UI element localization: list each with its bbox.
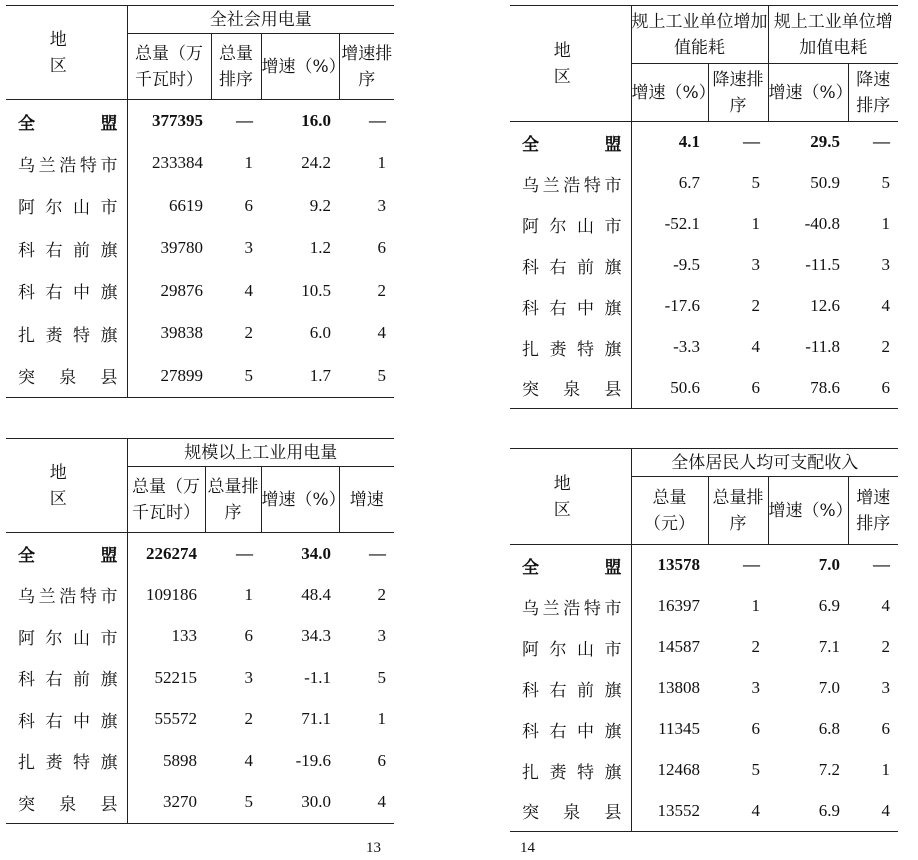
growth-rank-cell: 2 xyxy=(377,584,386,604)
growth-rank-cell: — xyxy=(369,111,386,130)
growth-rank-cell: 3 xyxy=(377,195,386,215)
value-cell: 39780 xyxy=(127,227,211,270)
rank-cell: 1 xyxy=(751,214,760,233)
value-cell: 377395 xyxy=(127,100,211,143)
growth-rank-cell: 3 xyxy=(881,678,890,697)
col-header-total: 总量（万千瓦时） xyxy=(127,34,211,100)
group-title-energy: 规上工业单位增加值能耗 xyxy=(631,6,768,64)
growth-rank-cell: 1 xyxy=(881,760,890,779)
growth-cell: 12.6 xyxy=(810,296,840,315)
table-row xyxy=(510,327,898,368)
table-row xyxy=(6,227,394,270)
table-row xyxy=(6,312,394,355)
table-row xyxy=(6,185,394,228)
region-cell: 乌兰浩特市 xyxy=(522,598,625,619)
region-header: 地 区 xyxy=(510,6,631,122)
growth-rank-cell: 3 xyxy=(377,626,386,646)
value-cell: 13578 xyxy=(631,545,708,586)
table-row xyxy=(6,100,394,143)
table-row xyxy=(510,163,898,204)
growth-rank-cell: 2 xyxy=(881,637,890,656)
rank-cell: 5 xyxy=(751,760,760,779)
growth-rank-cell: 6 xyxy=(377,750,386,770)
region-cell: 乌兰浩特市 xyxy=(522,175,625,196)
growth-cell: 7.0 xyxy=(818,678,840,697)
region-cell: 科右前旗 xyxy=(522,680,625,701)
growth-rank-cell: 3 xyxy=(881,255,890,274)
col-header-total-rank: 总量排序 xyxy=(211,34,261,100)
col-header-growth-rank: 增速排序 xyxy=(339,34,394,100)
rank-cell: 1 xyxy=(244,153,253,173)
table-resident-income xyxy=(510,448,898,832)
table-row xyxy=(510,668,898,709)
growth-cell: 6.8 xyxy=(818,719,840,738)
col-header-growth: 增速（%） xyxy=(261,467,339,533)
rank-cell: 2 xyxy=(751,637,760,656)
rank-cell: 3 xyxy=(751,678,760,697)
col-header-decline-rank: 降速排序 xyxy=(708,64,768,122)
rank-cell: 4 xyxy=(244,750,253,770)
growth-rank-cell: 2 xyxy=(377,280,386,300)
table-electricity-total xyxy=(6,5,394,398)
table-row xyxy=(6,782,394,824)
region-cell: 科右中旗 xyxy=(522,721,625,742)
rank-cell: 6 xyxy=(751,719,760,738)
col-header-total: 总量（万千瓦时） xyxy=(127,467,205,533)
growth-rank-cell: 5 xyxy=(377,365,386,385)
region-header: 地 区 xyxy=(510,449,631,545)
table-row xyxy=(6,270,394,313)
growth-cell: 34.3 xyxy=(301,626,331,646)
region-cell: 扎赉特旗 xyxy=(522,762,625,783)
region-cell: 科右中旗 xyxy=(18,283,121,304)
value-cell: 5898 xyxy=(127,740,205,782)
growth-cell: -11.5 xyxy=(805,255,840,274)
growth-cell: 1.2 xyxy=(309,238,331,258)
group-title: 规模以上工业用电量 xyxy=(127,439,394,467)
region-header: 地 区 xyxy=(6,6,127,100)
value-cell: -9.5 xyxy=(631,245,708,286)
region-cell: 科右前旗 xyxy=(522,257,625,278)
growth-cell: 1.7 xyxy=(309,365,331,385)
col-header-growth-rank: 增速 xyxy=(339,467,394,533)
growth-rank-cell: 2 xyxy=(881,337,890,356)
growth-cell: -40.8 xyxy=(804,214,840,233)
value-cell: 4.1 xyxy=(631,122,708,163)
table-row xyxy=(6,699,394,741)
region-cell: 突泉县 xyxy=(522,803,625,824)
rank-cell: 6 xyxy=(244,195,253,215)
growth-cell: 7.1 xyxy=(818,637,840,656)
value-cell: 12468 xyxy=(631,750,708,791)
growth-rank-cell: 4 xyxy=(881,596,890,615)
value-cell: 6619 xyxy=(127,185,211,228)
table-row xyxy=(510,709,898,750)
group-title: 全体居民人均可支配收入 xyxy=(631,449,898,477)
region-cell: 突泉县 xyxy=(18,368,121,388)
page-number-right: 14 xyxy=(520,840,535,856)
growth-cell: -11.8 xyxy=(805,337,840,356)
region-cell: 突泉县 xyxy=(18,794,121,815)
growth-cell: 6.9 xyxy=(818,800,840,820)
col-header-total-rank: 总量排序 xyxy=(205,467,261,533)
rank-cell: 2 xyxy=(751,296,760,315)
growth-rank-cell: — xyxy=(369,543,386,563)
growth-cell: 30.0 xyxy=(301,792,331,811)
table-industrial-energy xyxy=(510,5,898,409)
value-cell: 13552 xyxy=(631,791,708,832)
rank-cell: 3 xyxy=(244,667,253,687)
growth-cell: 10.5 xyxy=(301,280,331,300)
region-cell: 全盟 xyxy=(18,113,121,134)
value-cell: 133 xyxy=(127,616,205,658)
rank-cell: 3 xyxy=(244,238,253,258)
rank-cell: 1 xyxy=(751,596,760,615)
growth-cell: 78.6 xyxy=(810,377,840,397)
table-row xyxy=(510,245,898,286)
region-cell: 乌兰浩特市 xyxy=(18,587,121,608)
region-cell: 阿尔山市 xyxy=(522,639,625,660)
growth-rank-cell: 6 xyxy=(881,719,890,738)
rank-cell: 5 xyxy=(244,365,253,385)
growth-cell: 7.0 xyxy=(818,555,840,575)
col-header-growth: 增速（%） xyxy=(768,477,848,545)
col-header-growth: 增速（%） xyxy=(261,34,339,100)
growth-rank-cell: 1 xyxy=(881,214,890,233)
growth-cell: 24.2 xyxy=(301,153,331,173)
page-number-left: 13 xyxy=(366,840,381,856)
region-cell: 科右中旗 xyxy=(18,711,121,732)
table-row xyxy=(510,368,898,409)
table-row xyxy=(6,740,394,782)
growth-cell: 6.0 xyxy=(309,323,331,343)
table-row xyxy=(6,574,394,616)
region-cell: 全盟 xyxy=(522,557,625,578)
region-cell: 扎赉特旗 xyxy=(18,753,121,774)
value-cell: 14587 xyxy=(631,627,708,668)
growth-rank-cell: 6 xyxy=(881,377,890,397)
value-cell: -52.1 xyxy=(631,204,708,245)
region-cell: 全盟 xyxy=(18,546,121,566)
table-row xyxy=(6,616,394,658)
rank-cell: — xyxy=(743,555,760,575)
value-cell: -3.3 xyxy=(631,327,708,368)
growth-rank-cell: 4 xyxy=(377,323,386,343)
growth-rank-cell: — xyxy=(873,132,890,152)
growth-cell: -19.6 xyxy=(295,750,331,770)
value-cell: 29876 xyxy=(127,270,211,313)
growth-rank-cell: 5 xyxy=(881,173,890,192)
value-cell: 226274 xyxy=(127,533,205,575)
rank-cell: 4 xyxy=(751,800,760,820)
growth-cell: 71.1 xyxy=(301,709,331,729)
table-row xyxy=(6,142,394,185)
growth-rank-cell: 4 xyxy=(881,800,890,820)
growth-cell: 9.2 xyxy=(309,195,331,215)
table-row xyxy=(510,204,898,245)
table-row xyxy=(510,750,898,791)
value-cell: 109186 xyxy=(127,574,205,616)
value-cell: -17.6 xyxy=(631,286,708,327)
growth-rank-cell: — xyxy=(873,555,890,575)
region-cell: 科右中旗 xyxy=(522,298,625,319)
region-cell: 全盟 xyxy=(522,134,625,155)
rank-cell: 5 xyxy=(244,792,253,811)
region-cell: 阿尔山市 xyxy=(18,198,121,219)
growth-cell: -1.1 xyxy=(304,667,331,687)
growth-rank-cell: 4 xyxy=(377,792,386,811)
growth-rank-cell: 4 xyxy=(881,296,890,315)
value-cell: 50.6 xyxy=(631,368,708,409)
table-row xyxy=(6,355,394,398)
growth-cell: 29.5 xyxy=(810,132,840,152)
rank-cell: 4 xyxy=(751,337,760,356)
table-row xyxy=(510,791,898,832)
value-cell: 55572 xyxy=(127,699,205,741)
rank-cell: 6 xyxy=(244,626,253,646)
growth-cell: 48.4 xyxy=(301,584,331,604)
region-cell: 科右前旗 xyxy=(18,670,121,691)
growth-cell: 6.9 xyxy=(818,596,840,615)
value-cell: 16397 xyxy=(631,586,708,627)
col-header-decline-rank: 降速排序 xyxy=(848,64,898,122)
group-title-electricity: 规上工业单位增加值电耗 xyxy=(768,6,898,64)
rank-cell: 2 xyxy=(244,709,253,729)
growth-cell: 7.2 xyxy=(818,760,840,779)
region-cell: 阿尔山市 xyxy=(522,216,625,237)
value-cell: 3270 xyxy=(127,782,205,824)
table-row xyxy=(510,286,898,327)
value-cell: 39838 xyxy=(127,312,211,355)
region-cell: 科右前旗 xyxy=(18,240,121,261)
col-header-total: 总量（元） xyxy=(631,477,708,545)
value-cell: 13808 xyxy=(631,668,708,709)
rank-cell: 2 xyxy=(244,323,253,343)
rank-cell: — xyxy=(236,111,253,130)
table-row xyxy=(510,627,898,668)
rank-cell: 6 xyxy=(751,377,760,397)
table-row xyxy=(510,122,898,163)
growth-rank-cell: 1 xyxy=(377,709,386,729)
rank-cell: 4 xyxy=(244,280,253,300)
table-row xyxy=(6,533,394,575)
region-cell: 扎赉特旗 xyxy=(18,325,121,346)
region-cell: 阿尔山市 xyxy=(18,628,121,649)
col-header-growth-rank: 增速排序 xyxy=(848,477,898,545)
growth-cell: 16.0 xyxy=(301,111,331,130)
table-row xyxy=(6,657,394,699)
col-header-total-rank: 总量排序 xyxy=(708,477,768,545)
table-row xyxy=(510,545,898,586)
region-header: 地 区 xyxy=(6,439,127,533)
rank-cell: — xyxy=(236,543,253,563)
region-cell: 突泉县 xyxy=(522,380,625,401)
rank-cell: 5 xyxy=(751,173,760,192)
rank-cell: 3 xyxy=(751,255,760,274)
group-title: 全社会用电量 xyxy=(127,6,394,34)
value-cell: 52215 xyxy=(127,657,205,699)
col-header-growth: 增速（%） xyxy=(768,64,848,122)
rank-cell: 1 xyxy=(244,584,253,604)
value-cell: 11345 xyxy=(631,709,708,750)
growth-cell: 34.0 xyxy=(301,543,331,563)
growth-cell: 50.9 xyxy=(810,173,840,192)
col-header-growth: 增速（%） xyxy=(631,64,708,122)
rank-cell: — xyxy=(743,132,760,152)
growth-rank-cell: 6 xyxy=(377,238,386,258)
growth-rank-cell: 1 xyxy=(377,153,386,173)
growth-rank-cell: 5 xyxy=(377,667,386,687)
value-cell: 6.7 xyxy=(631,163,708,204)
region-cell: 扎赉特旗 xyxy=(522,339,625,360)
table-row xyxy=(510,586,898,627)
value-cell: 233384 xyxy=(127,142,211,185)
value-cell: 27899 xyxy=(127,355,211,398)
table-industrial-electricity xyxy=(6,438,394,824)
region-cell: 乌兰浩特市 xyxy=(18,155,121,176)
